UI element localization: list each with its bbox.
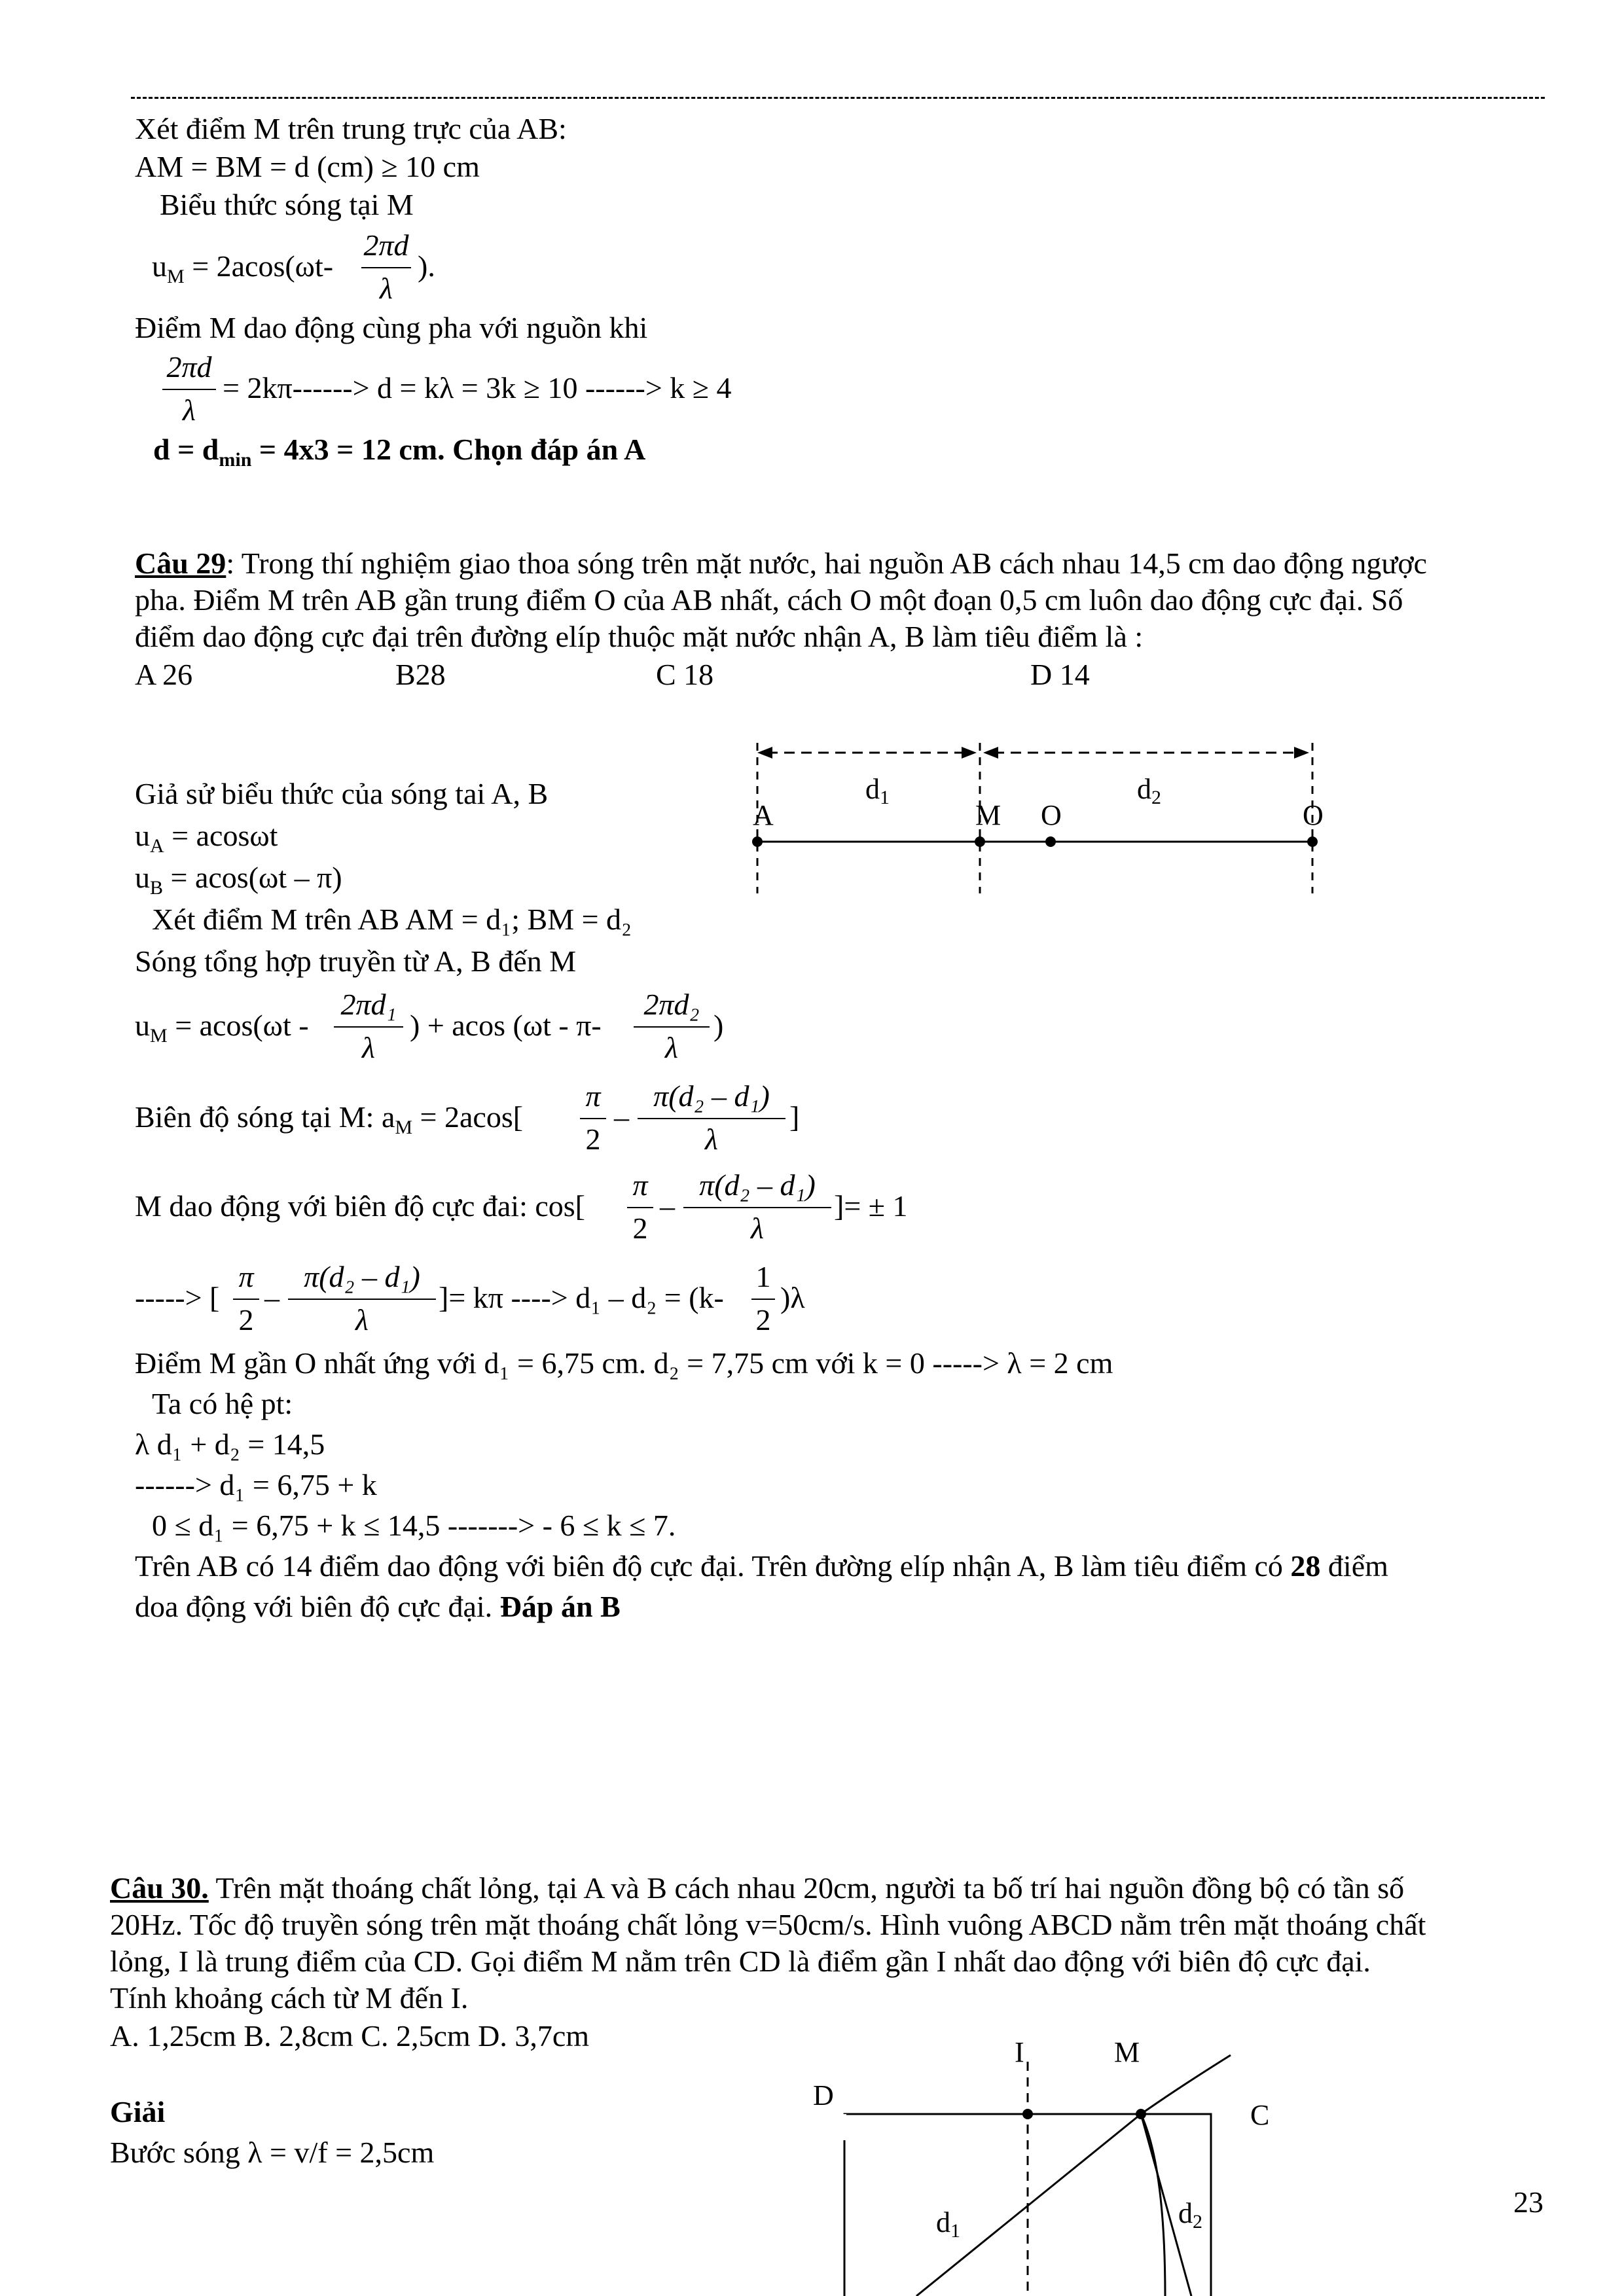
q29-sol-8-f1-bar bbox=[627, 1207, 653, 1208]
q29-sol-6-f2-num: 2πd₂ bbox=[643, 988, 700, 1021]
q29-sol-6: $u_M = acos(\omega t$ - bbox=[135, 1009, 309, 1047]
q30-diagram bbox=[799, 2036, 1296, 2296]
q29-sol-9-f2-bar bbox=[288, 1299, 436, 1300]
q30-line-3: lỏng, I là trung điểm của CD. Gọi điểm M nằm trên CD là điểm gần I nhất dao động với biên độ cực đại. bbox=[110, 1945, 1371, 1978]
q29-sol-8-close: ]= ± 1 bbox=[834, 1189, 908, 1223]
q29-sol-9-f1-num: π bbox=[238, 1260, 254, 1293]
prev-phase-num: 2πd bbox=[166, 350, 212, 384]
point-o bbox=[1045, 836, 1056, 847]
q29-sol-8-f2-num: π(d₂ – d₁) bbox=[699, 1168, 816, 1202]
point-a bbox=[752, 836, 763, 847]
q29-sol-8-f1-num: π bbox=[632, 1168, 648, 1202]
q29-sol-6-f1-den: λ bbox=[362, 1031, 375, 1064]
q29-sol-11: Ta có hệ pt: bbox=[152, 1387, 293, 1420]
q29-sol-7-minus: – bbox=[614, 1100, 629, 1134]
prev-conclusion: $d = d_{min} = 4x3 = 12$ cm. Chọn đáp án A bbox=[153, 433, 646, 471]
q29-sol-9-f2-num: π(d₂ – d₁) bbox=[304, 1260, 420, 1293]
q29-sol-9-f2-den: λ bbox=[355, 1303, 369, 1336]
q29-line-3: điểm dao động cực đại trên đường elíp thuộc mặt nước nhận A, B làm tiêu điểm là : bbox=[135, 620, 1144, 653]
q29-line-2: pha. Điểm M trên AB gần trung điểm O của AB nhất, cách O một đoạn 0,5 cm luôn dao động cực đại. Số bbox=[135, 583, 1403, 617]
label-m: M bbox=[975, 799, 1001, 831]
d1-arrow-right-head bbox=[962, 747, 977, 759]
q29-sol-6-f1-bar bbox=[334, 1026, 403, 1028]
prev-fraction-den: λ bbox=[380, 272, 393, 305]
q29-sol-9-minus: – bbox=[264, 1281, 280, 1314]
hyperbola-upper bbox=[1141, 2055, 1231, 2114]
q29-sol-9-f3-den: 2 bbox=[755, 1303, 771, 1336]
q29-sol-4: Xét điểm M trên AB AM = d₁; BM = d₂ bbox=[152, 903, 632, 936]
d2-arrow-left-head bbox=[983, 747, 998, 759]
q29-sol-8: M dao động với biên độ cực đai: cos[ bbox=[135, 1189, 586, 1223]
q30-line-1: Câu 30. Trên mặt thoáng chất lỏng, tại A và B cách nhau 20cm, người ta bố trí hai nguồn đồng bộ có tần số bbox=[110, 1871, 1405, 1905]
q29-sol-8-minus: – bbox=[660, 1189, 675, 1223]
prev-phase-bar bbox=[162, 389, 216, 390]
q29-sol-7-f2-num: π(d₂ – d₁) bbox=[653, 1079, 770, 1113]
label-i: I bbox=[1015, 2036, 1024, 2068]
hyperbola-branch bbox=[1141, 2114, 1165, 2296]
point-m bbox=[975, 836, 985, 847]
q29-sol-6-f1-num: 2πd₁ bbox=[340, 988, 397, 1021]
page-number: 23 bbox=[1513, 2185, 1543, 2219]
d2-arrow-right-head bbox=[1294, 747, 1309, 759]
q30-line-2: 20Hz. Tốc độ truyền sóng trên mặt thoáng chất lỏng v=50cm/s. Hình vuông ABCD nằm trên mặt thoáng chất bbox=[110, 1908, 1426, 1941]
q29-sol-3: $u_B = acos(\omega t - \pi)$ bbox=[135, 861, 342, 899]
q29-sol-8-f2-bar bbox=[683, 1207, 831, 1208]
q29-sol-7: Biên độ sóng tại M: $a_M = 2acos$[ bbox=[135, 1100, 524, 1138]
q29-diagram bbox=[720, 726, 1348, 910]
q29-option-b: B28 bbox=[395, 658, 446, 691]
q29-sol-9-f3-num: 1 bbox=[755, 1260, 771, 1293]
prev-line-4: $u_M = 2acos(\omega t-$ bbox=[152, 249, 334, 287]
q29-sol-7-f1-bar bbox=[580, 1118, 606, 1119]
label-a: A bbox=[753, 799, 774, 831]
q29-sol-9-f1-den: 2 bbox=[238, 1303, 254, 1336]
q29-option-c: C 18 bbox=[656, 658, 714, 691]
prev-fraction-num: 2πd bbox=[363, 228, 409, 262]
q29-sol-13: ------> d₁ = 6,75 + k bbox=[135, 1468, 377, 1501]
q29-sol-6-mid: ) + acos (ωt - π- bbox=[410, 1009, 602, 1042]
prev-line-5: Điểm M dao động cùng pha với nguồn khi bbox=[135, 311, 648, 344]
q29-sol-9-f3-bar bbox=[751, 1299, 775, 1300]
q29-sol-9-mid: ]= kπ ----> d₁ – d₂ = (k- bbox=[439, 1281, 724, 1314]
label-o-end: O bbox=[1303, 799, 1324, 831]
prev-line-2: AM = BM = d (cm) ≥ 10 cm bbox=[135, 150, 480, 183]
q29-line-1: Câu 29: Trong thí nghiệm giao thoa sóng trên mặt nước, hai nguồn AB cách nhau 14,5 cm dao động ngược bbox=[135, 547, 1428, 580]
label-d1: d1 bbox=[865, 773, 890, 808]
label-o: O bbox=[1041, 799, 1062, 831]
q29-sol-7-close: ] bbox=[789, 1100, 800, 1134]
q29-sol-1: Giả sử biểu thức của sóng tai A, B bbox=[135, 777, 549, 810]
q29-sol-7-f1-num: π bbox=[585, 1079, 601, 1113]
q29-sol-7-f2-bar bbox=[638, 1118, 785, 1119]
q29-sol-6-close: ) bbox=[713, 1009, 724, 1042]
q29-sol-12: λ d₁ + d₂ = 14,5 bbox=[135, 1427, 325, 1461]
label-c: C bbox=[1250, 2099, 1270, 2131]
q30-line-4: Tính khoảng cách từ M đến I. bbox=[110, 1981, 469, 2015]
q29-sol-14: 0 ≤ d₁ = 6,75 + k ≤ 14,5 -------> - 6 ≤ k ≤ 7. bbox=[152, 1509, 676, 1542]
q29-sol-5: Sóng tổng hợp truyền từ A, B đến M bbox=[135, 944, 577, 978]
point-i bbox=[1022, 2109, 1033, 2119]
prev-line-3: Biểu thức sóng tại M bbox=[160, 188, 414, 221]
d1-arrow-left-head bbox=[757, 747, 772, 759]
label-d1: d1 bbox=[936, 2206, 960, 2242]
point-b bbox=[1307, 836, 1318, 847]
label-d2: d2 bbox=[1137, 773, 1161, 808]
prev-phase-den: λ bbox=[183, 393, 196, 427]
q30-solution-label: Giải bbox=[110, 2095, 166, 2128]
q29-option-d: D 14 bbox=[1030, 658, 1090, 691]
q30-options: A. 1,25cm B. 2,8cm C. 2,5cm D. 3,7cm bbox=[110, 2019, 590, 2053]
q29-sol-10: Điểm M gần O nhất ứng với d₁ = 6,75 cm. d₂ = 7,75 cm với k = 0 -----> λ = 2 cm bbox=[135, 1346, 1113, 1380]
q29-sol-6-f2-den: λ bbox=[665, 1031, 678, 1064]
q29-sol-2: $u_A = acos\omega t$ bbox=[135, 819, 278, 857]
prev-line-6: = 2kπ------> d = kλ = 3k ≥ 10 ------> k ≥ 4 bbox=[223, 371, 732, 404]
q29-sol-8-f1-den: 2 bbox=[632, 1211, 648, 1245]
q29-sol-15: Trên AB có 14 điểm dao động với biên độ cực đại. Trên đường elíp nhận A, B làm tiêu điểm có 28 điểm bbox=[135, 1549, 1388, 1583]
q29-sol-8-f2-den: λ bbox=[751, 1211, 764, 1245]
prev-line-1: Xét điểm M trên trung trực của AB: bbox=[135, 112, 567, 145]
prev-fraction-bar bbox=[361, 267, 411, 268]
q29-sol-9-close: )λ bbox=[780, 1281, 805, 1314]
q29-sol-9-f1-bar bbox=[233, 1299, 259, 1300]
label-d2: d2 bbox=[1178, 2197, 1202, 2233]
label-m: M bbox=[1114, 2036, 1140, 2068]
q29-sol-7-f1-den: 2 bbox=[585, 1122, 601, 1156]
q29-sol-7-f2-den: λ bbox=[705, 1122, 718, 1156]
prev-line-4-close: ). bbox=[418, 249, 435, 283]
label-d: D bbox=[813, 2079, 834, 2111]
q29-option-a: A 26 bbox=[135, 658, 193, 691]
q30-solution-line: Bước sóng λ = v/f = 2,5cm bbox=[110, 2136, 435, 2169]
q29-sol-16: doa động với biên độ cực đại. Đáp án B bbox=[135, 1590, 621, 1623]
q29-sol-6-f2-bar bbox=[634, 1026, 710, 1028]
top-dashed-rule bbox=[131, 97, 1545, 99]
q29-sol-9: -----> [ bbox=[135, 1281, 220, 1314]
